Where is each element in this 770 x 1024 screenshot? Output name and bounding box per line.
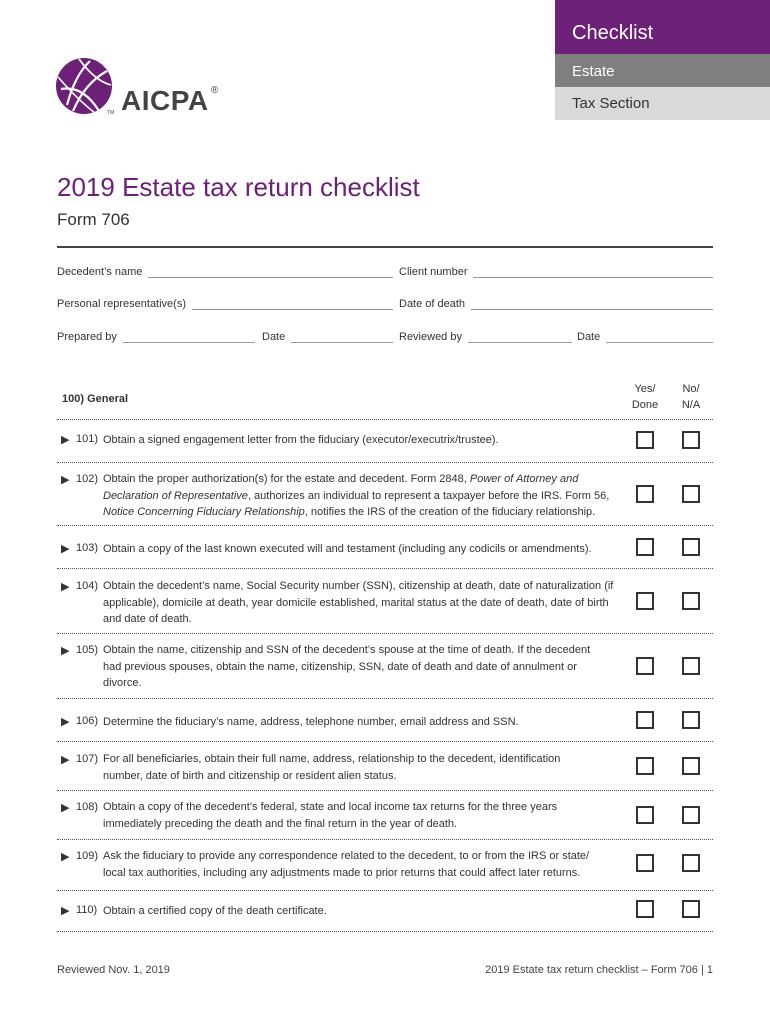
checklist-row-103 xyxy=(57,526,713,568)
item-number: 109) xyxy=(76,850,99,862)
no-checkbox-110[interactable] xyxy=(682,900,700,918)
date-of-death-field[interactable] xyxy=(399,298,713,310)
reviewed-date-field[interactable] xyxy=(577,331,713,343)
item-number: 106) xyxy=(76,715,99,727)
tab-title: Checklist xyxy=(555,0,770,54)
item-text-part: , notifies the IRS of the creation of the fiduciary relationship. xyxy=(304,506,596,518)
item-text: Obtain a signed engagement letter from the fiduciary (executor/executrix/trustee). xyxy=(103,434,499,446)
checklist-row-109 xyxy=(57,840,713,890)
checklist-row-105 xyxy=(57,634,713,698)
logo-wordmark: AICPA xyxy=(121,85,209,116)
footer-review-date: Reviewed Nov. 1, 2019 xyxy=(57,964,170,976)
item-text: Obtain a copy of the decedent’s federal, state and local income tax returns for the three years immediately preceding the death and the final return in the year of death. xyxy=(103,801,558,830)
form-number: Form 706 xyxy=(57,210,130,229)
decedent-name-label: Decedent’s name xyxy=(57,266,143,278)
no-checkbox-106[interactable] xyxy=(682,711,700,729)
item-number: 105) xyxy=(76,644,99,656)
no-checkbox-101[interactable] xyxy=(682,431,700,449)
checklist-row-104 xyxy=(57,569,713,633)
form-2848-title: Power of Attorney and Declaration of Representative xyxy=(103,473,579,502)
item-text: Determine the fiduciary’s name, address, telephone number, email address and SSN. xyxy=(103,716,519,728)
item-text: Obtain a certified copy of the death certificate. xyxy=(103,905,327,917)
tab-line-estate: Estate xyxy=(555,54,770,87)
reviewed-by-field[interactable] xyxy=(399,331,572,343)
reviewed-by-label: Reviewed by xyxy=(399,331,462,343)
item-number: 102) xyxy=(76,473,99,485)
yes-checkbox-105[interactable] xyxy=(636,657,654,675)
reviewed-date-label: Date xyxy=(577,331,601,343)
yes-label: Yes/ xyxy=(634,383,656,395)
item-number: 110) xyxy=(76,904,98,916)
checklist-row-107 xyxy=(57,742,713,790)
personal-representative-field[interactable] xyxy=(57,298,393,310)
logo-registered-mark: ® xyxy=(211,85,219,96)
yes-checkbox-101[interactable] xyxy=(636,431,654,449)
section-tab xyxy=(555,0,770,120)
triangle-bullet-icon: ▶ xyxy=(61,716,70,728)
yes-checkbox-107[interactable] xyxy=(636,757,654,775)
footer-page-info: 2019 Estate tax return checklist – Form 706 | 1 xyxy=(485,964,713,976)
item-text-part: Obtain the proper authorization(s) for the estate and decedent. Form 2848, xyxy=(103,473,470,485)
client-number-field[interactable] xyxy=(399,266,713,278)
title-divider xyxy=(57,246,713,248)
no-checkbox-102[interactable] xyxy=(682,485,700,503)
done-label: Done xyxy=(631,399,659,411)
item-text-part: , authorizes an individual to represent a taxpayer before the IRS. Form 56, xyxy=(247,489,610,502)
prepared-by-field[interactable] xyxy=(57,331,255,343)
item-number: 103) xyxy=(76,542,99,554)
item-number: 107) xyxy=(76,753,99,765)
item-text xyxy=(103,471,623,521)
tab-line-tax-section: Tax Section xyxy=(555,87,770,120)
triangle-bullet-icon: ▶ xyxy=(61,581,70,593)
triangle-bullet-icon: ▶ xyxy=(61,543,70,555)
triangle-bullet-icon: ▶ xyxy=(61,802,70,814)
no-checkbox-108[interactable] xyxy=(682,806,700,824)
aicpa-globe-icon xyxy=(55,55,115,117)
item-text: Ask the fiduciary to provide any correspondence related to the decedent, to or from the IRS or state/ local tax authorities, including any adjustments made to prior returns that could affect later returns. xyxy=(103,850,590,879)
yes-checkbox-103[interactable] xyxy=(636,538,654,556)
item-number: 104) xyxy=(76,580,99,592)
client-number-label: Client number xyxy=(399,266,468,278)
date-of-death-label: Date of death xyxy=(399,298,466,310)
item-number: 108) xyxy=(76,801,99,813)
checklist-row-110 xyxy=(57,891,713,931)
triangle-bullet-icon: ▶ xyxy=(61,645,70,657)
triangle-bullet-icon: ▶ xyxy=(61,474,70,486)
yes-checkbox-110[interactable] xyxy=(636,900,654,918)
no-na-column-header xyxy=(671,381,711,413)
no-checkbox-103[interactable] xyxy=(682,538,700,556)
prepared-date-field[interactable] xyxy=(262,331,393,343)
personal-representative-label: Personal representative(s) xyxy=(57,298,187,310)
yes-done-column-header xyxy=(625,381,665,413)
prepared-by-label: Prepared by xyxy=(57,331,117,343)
triangle-bullet-icon: ▶ xyxy=(61,754,70,766)
no-label: No/ xyxy=(682,383,700,395)
decedent-name-field[interactable] xyxy=(57,266,393,278)
yes-checkbox-108[interactable] xyxy=(636,806,654,824)
yes-checkbox-104[interactable] xyxy=(636,592,654,610)
item-text: Obtain a copy of the last known executed will and testament (including any codicils or amendments). xyxy=(103,543,592,555)
logo-tm-mark: TM xyxy=(107,110,115,116)
page-title: 2019 Estate tax return checklist xyxy=(57,172,420,202)
checklist-row-106 xyxy=(57,699,713,741)
yes-checkbox-109[interactable] xyxy=(636,854,654,872)
item-number: 101) xyxy=(76,433,99,445)
item-text: Obtain the decedent’s name, Social Security number (SSN), citizenship at death, date of naturalization (if applicable), domicile at death, year domicile established, marital status at the date of death, date of birth and date of death. xyxy=(103,580,614,625)
no-checkbox-107[interactable] xyxy=(682,757,700,775)
checklist-row-101 xyxy=(57,420,713,462)
row-divider xyxy=(57,931,713,932)
triangle-bullet-icon: ▶ xyxy=(61,851,70,863)
no-checkbox-104[interactable] xyxy=(682,592,700,610)
section-heading: 100) General xyxy=(62,393,129,405)
checklist-row-102 xyxy=(57,463,713,525)
yes-checkbox-102[interactable] xyxy=(636,485,654,503)
yes-checkbox-106[interactable] xyxy=(636,711,654,729)
form-56-title: Notice Concerning Fiduciary Relationship xyxy=(103,506,305,518)
item-text: For all beneficiaries, obtain their full name, address, relationship to the decedent, identification number, date of birth and citizenship or resident alien status. xyxy=(103,753,561,782)
na-label: N/A xyxy=(681,399,701,411)
checklist-row-108 xyxy=(57,791,713,839)
no-checkbox-105[interactable] xyxy=(682,657,700,675)
triangle-bullet-icon: ▶ xyxy=(61,905,70,917)
triangle-bullet-icon: ▶ xyxy=(61,434,70,446)
item-text: Obtain the name, citizenship and SSN of the decedent’s spouse at the time of death. If the decedent had previous spouses, obtain the name, citizenship, SSN, date of death and date of annulment or divorce. xyxy=(103,644,591,689)
no-checkbox-109[interactable] xyxy=(682,854,700,872)
aicpa-logo xyxy=(55,55,235,120)
prepared-date-label: Date xyxy=(262,331,286,343)
